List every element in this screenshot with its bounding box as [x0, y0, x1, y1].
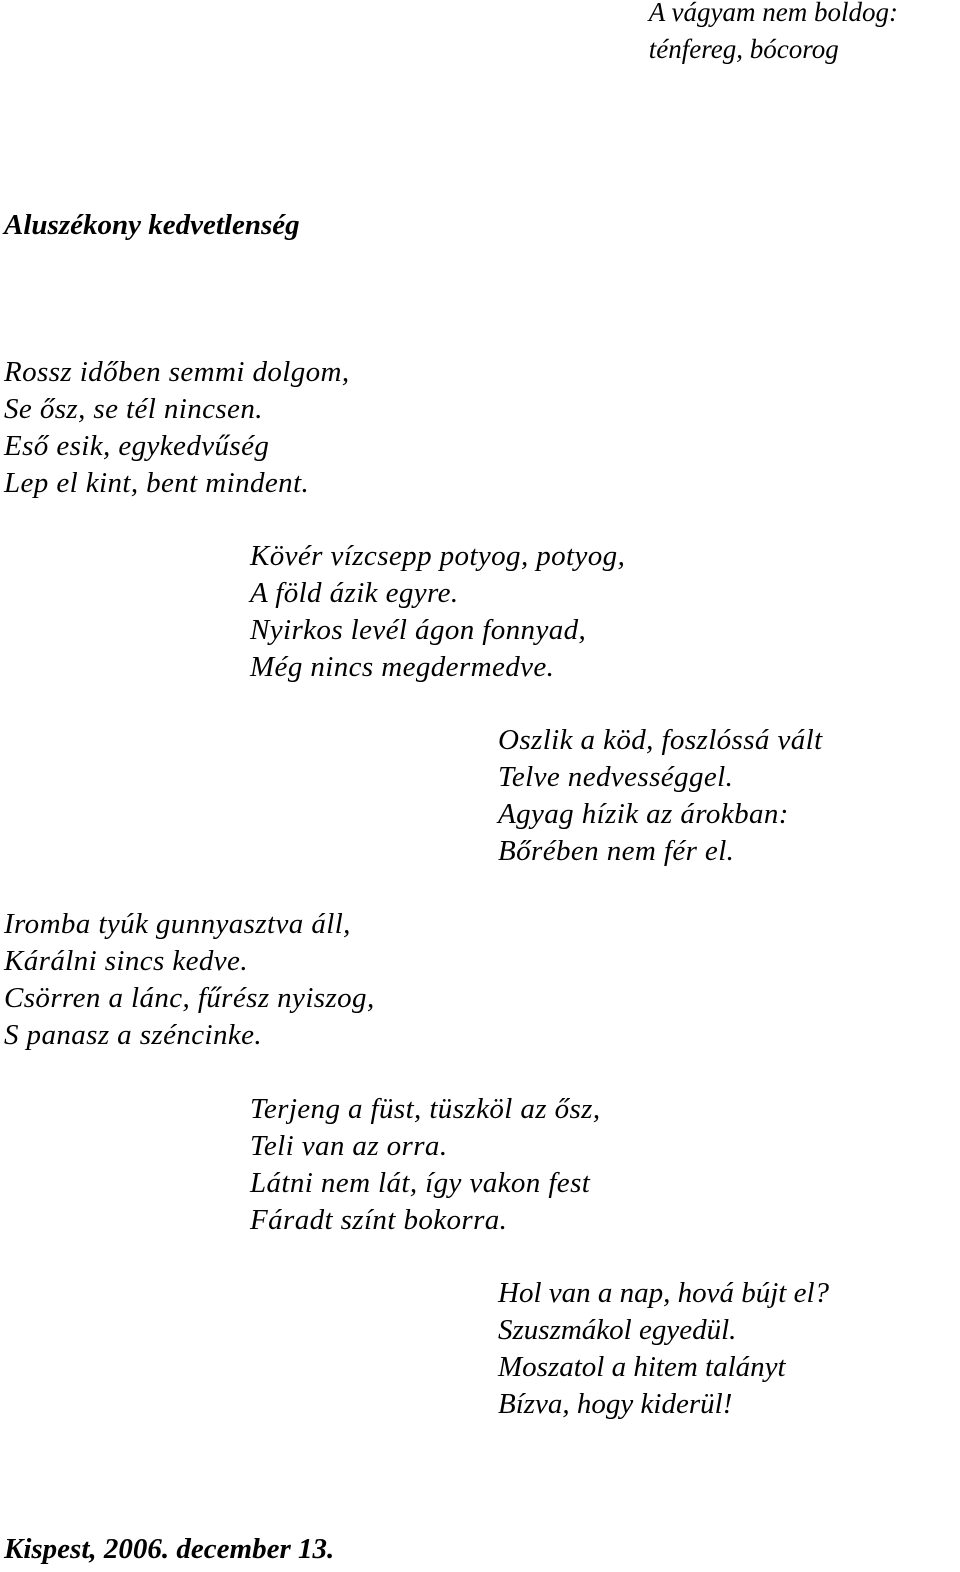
- epigraph: [649, 0, 898, 68]
- verse-line: Eső esik, egykedvűség: [4, 430, 270, 462]
- stanza-5: [250, 1091, 601, 1239]
- verse-line: Rossz időben semmi dolgom,: [4, 356, 350, 388]
- stanza-2: [250, 538, 625, 686]
- place-and-date: Kispest, 2006. december 13.: [4, 1533, 335, 1565]
- epigraph-line: ténfereg, bócorog: [648, 34, 839, 64]
- verse-line: Hol van a nap, hová bújt el?: [498, 1277, 830, 1309]
- verse-line: Szuszmákol egyedül.: [498, 1314, 737, 1346]
- verse-line: Iromba tyúk gunnyasztva áll,: [4, 908, 351, 940]
- verse-line: Még nincs megdermedve.: [250, 651, 555, 683]
- poem-title: Aluszékony kedvetlenség: [4, 209, 300, 241]
- verse-line: Csörren a lánc, fűrész nyiszog,: [4, 982, 375, 1014]
- verse-line: S panasz a széncinke.: [4, 1019, 263, 1051]
- verse-line: Fáradt színt bokorra.: [250, 1204, 508, 1236]
- verse-line: Moszatol a hitem talányt: [498, 1351, 786, 1383]
- verse-line: Telve nedvességgel.: [498, 761, 734, 793]
- verse-line: Terjeng a füst, tüszköl az ősz,: [250, 1093, 601, 1125]
- verse-line: Kövér vízcsepp potyog, potyog,: [250, 540, 626, 572]
- verse-line: A föld ázik egyre.: [250, 577, 459, 609]
- verse-line: Nyirkos levél ágon fonnyad,: [250, 614, 587, 646]
- verse-line: Se ősz, se tél nincsen.: [4, 393, 263, 425]
- stanza-6: [498, 1275, 829, 1423]
- epigraph-line: A vágyam nem boldog:: [648, 0, 898, 27]
- verse-line: Oszlik a köd, foszlóssá vált: [498, 724, 823, 756]
- verse-line: Bőrében nem fér el.: [498, 835, 735, 867]
- verse-line: Teli van az orra.: [250, 1130, 448, 1162]
- verse-line: Bízva, hogy kiderül!: [498, 1388, 733, 1420]
- stanza-3: [498, 722, 823, 870]
- stanza-4: [4, 906, 375, 1054]
- stanza-1: [4, 354, 350, 502]
- verse-line: Kárálni sincs kedve.: [4, 945, 248, 977]
- verse-line: Agyag hízik az árokban:: [498, 798, 789, 830]
- verse-line: Lep el kint, bent mindent.: [4, 467, 310, 499]
- verse-line: Látni nem lát, így vakon fest: [250, 1167, 591, 1199]
